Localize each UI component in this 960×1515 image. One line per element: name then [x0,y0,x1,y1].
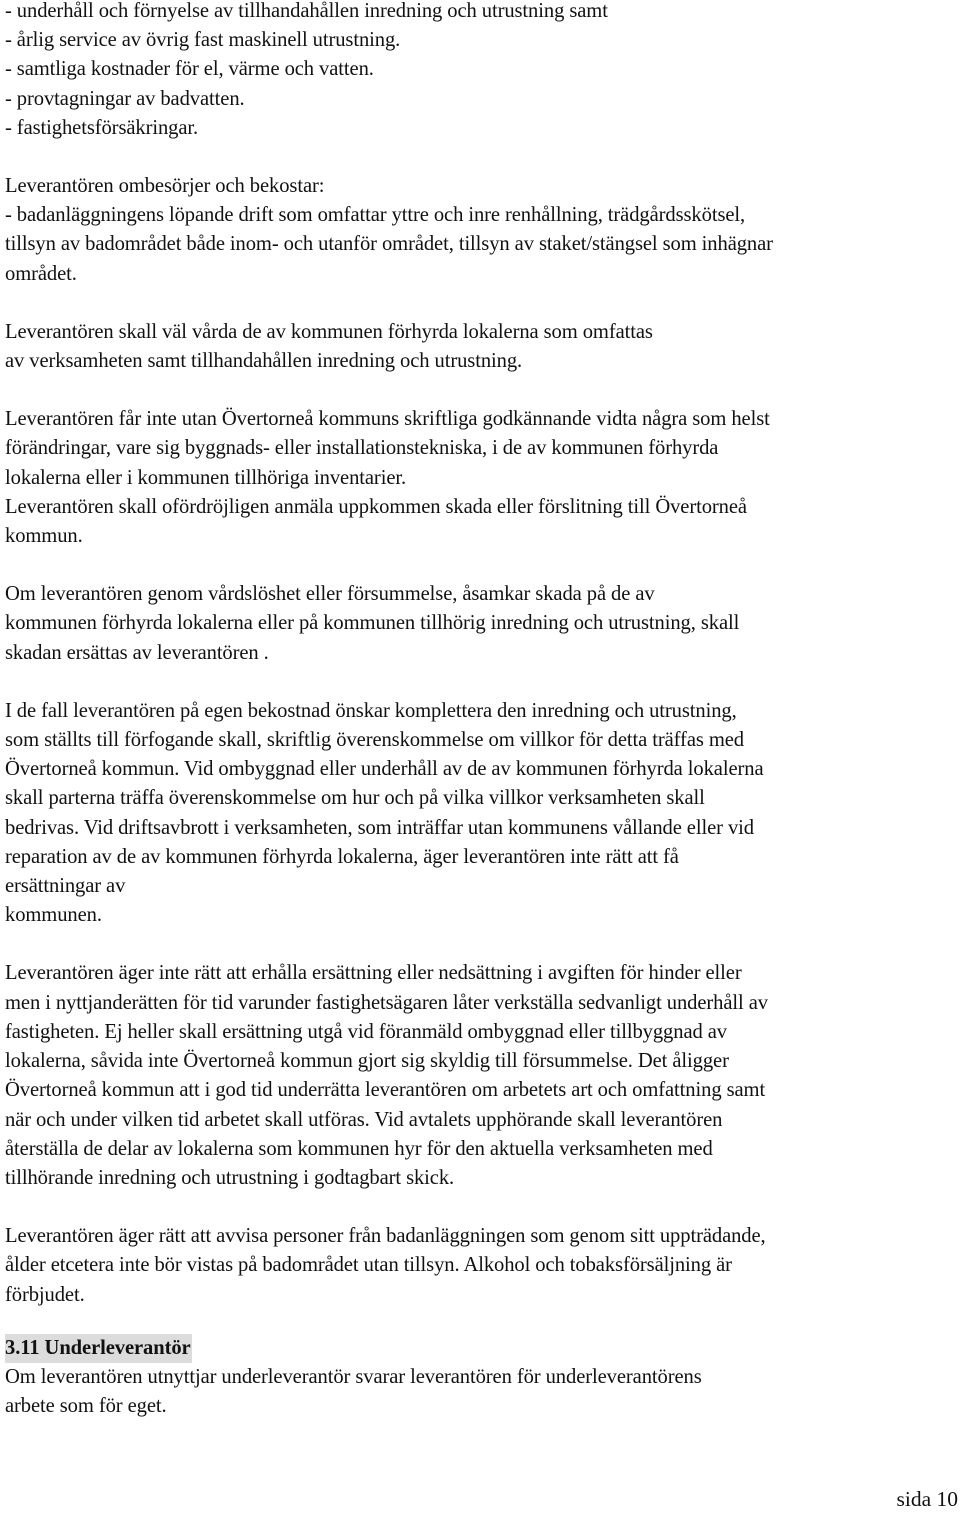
paragraph-spacer [5,930,960,959]
text-line: lokalerna eller i kommunen tillhöriga inventarier. [5,466,407,489]
paragraph-spacer [5,143,960,172]
text-line: kommun. [5,525,83,548]
text-line: Leverantören äger rätt att avvisa personer från badanläggningen som genom sitt uppträdande, [5,1225,766,1248]
paragraph-refusal-rights [5,1222,960,1310]
paragraph-spacer [5,1310,960,1334]
section-heading: 3.11 Underleverantör [5,1334,192,1363]
document-body [5,0,960,1421]
text-line: området. [5,262,77,285]
list-item: - årlig service av övrig fast maskinell utrustning. [5,29,401,52]
text-line: tillhörande inredning och utrustning i godtagbart skick. [5,1166,455,1189]
paragraph-spacer [5,1193,960,1222]
bullet-list-obligations [5,0,960,143]
paragraph-spacer [5,289,960,318]
list-item: - samtliga kostnader för el, värme och vatten. [5,58,374,81]
text-line: Leverantören skall väl vårda de av kommunen förhyrda lokalerna som omfattas [5,320,653,343]
text-line: lokalerna, såvida inte Övertorneå kommun gjort sig skyldig till försummelse. Det åligger [5,1050,729,1073]
text-line: ersättningar av [5,875,126,898]
text-line: skadan ersättas av leverantören . [5,641,269,664]
text-line: arbete som för eget. [5,1395,167,1418]
text-line: men i nyttjanderätten för tid varunder fastighetsägaren låter verkställa sedvanligt underhåll av [5,991,768,1014]
text-line: - badanläggningens löpande drift som omfattar yttre och inre renhållning, trädgårdsskötsel, [5,204,746,227]
list-item: - fastighetsförsäkringar. [5,116,199,139]
text-line: kommunen förhyrda lokalerna eller på kommunen tillhörig inredning och utrustning, skall [5,612,740,635]
text-line: ålder etcetera inte bör vistas på badområdet utan tillsyn. Alkohol och tobaksförsäljning är [5,1254,732,1277]
text-line: av verksamheten samt tillhandahållen inredning och utrustning. [5,350,523,373]
text-line: fastigheten. Ej heller skall ersättning utgå vid föranmäld ombyggnad eller tillbyggnad av [5,1020,727,1043]
text-line: skall parterna träffa överenskommelse om hur och på vilka villkor verksamheten skall [5,787,705,810]
paragraph-supplementing-equipment [5,697,960,931]
paragraph-spacer [5,376,960,405]
text-line: Övertorneå kommun. Vid ombyggnad eller underhåll av de av kommunen förhyrda lokalerna [5,758,764,781]
text-line: förbjudet. [5,1283,85,1306]
text-line: Leverantören äger inte rätt att erhålla ersättning eller nedsättning i avgiften för hinder eller [5,962,742,985]
paragraph-changes-approval [5,405,960,551]
text-line: Leverantören ombesörjer och bekostar: [5,175,325,198]
paragraph-care-of-premises [5,318,960,376]
page-number: sida 10 [896,1487,958,1511]
text-line: bedrivas. Vid driftsavbrott i verksamheten, som inträffar utan kommunens vållande eller vid [5,816,754,839]
text-line: tillsyn av badområdet både inom- och utanför området, tillsyn av staket/stängsel som inhägnar [5,233,773,256]
text-line: reparation av de av kommunen förhyrda lokalerna, äger leverantören inte rätt att få [5,845,679,868]
text-line: återställa de delar av lokalerna som kommunen hyr för den aktuella verksamheten med [5,1137,713,1160]
text-line: förändringar, vare sig byggnads- eller installationstekniska, i de av kommunen förhyrda [5,437,719,460]
section-subcontractor [5,1334,960,1422]
text-line: Leverantören skall ofördröjligen anmäla uppkommen skada eller förslitning till Övertorneå [5,495,747,518]
text-line: när och under vilken tid arbetet skall utföras. Vid avtalets upphörande skall leverantören [5,1108,723,1131]
section-heading-line [5,1334,960,1363]
list-item: - underhåll och förnyelse av tillhandahållen inredning och utrustning samt [5,0,608,22]
paragraph-supplier-duties [5,172,960,289]
text-line: I de fall leverantören på egen bekostnad önskar komplettera den inredning och utrustning, [5,699,737,722]
list-item: - provtagningar av badvatten. [5,87,245,110]
paragraph-compensation [5,959,960,1193]
text-line: som ställts till förfogande skall, skriftlig överenskommelse om villkor för detta träffas med [5,729,744,752]
text-line: kommunen. [5,904,102,927]
text-line: Om leverantören genom vårdslöshet eller försummelse, åsamkar skada på de av [5,583,655,606]
text-line: Om leverantören utnyttjar underleverantör svarar leverantören för underleverantörens [5,1365,702,1388]
paragraph-spacer [5,668,960,697]
text-line: Leverantören får inte utan Övertorneå kommuns skriftliga godkännande vidta några som helst [5,408,770,431]
text-line: Övertorneå kommun att i god tid underrätta leverantören om arbetets art och omfattning samt [5,1079,766,1102]
paragraph-spacer [5,551,960,580]
paragraph-damage-liability [5,580,960,668]
